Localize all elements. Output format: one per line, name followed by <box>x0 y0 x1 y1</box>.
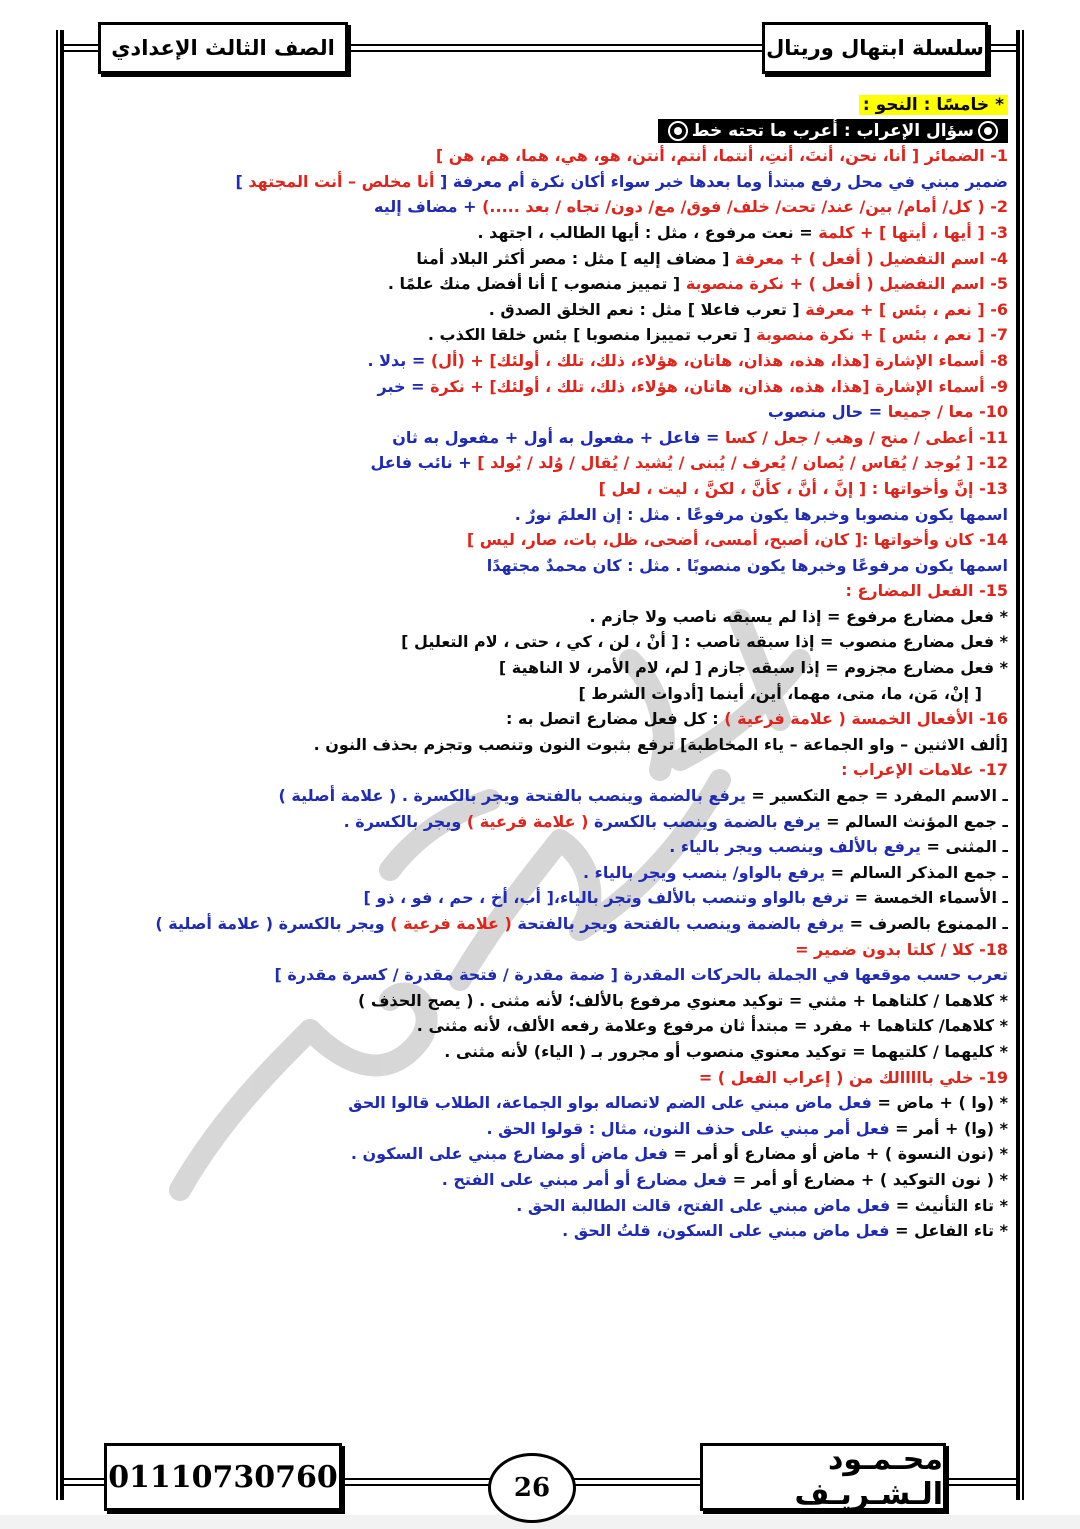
text-segment: ويجر بالكسرة . <box>343 811 467 831</box>
content-line <box>70 604 1008 630</box>
text-segment: 19- خلي بااااالك من ( إعراب الفعل ) = <box>698 1067 1008 1087</box>
text-segment: 7- [ نعم ، بئس ] + نكرة منصوبة <box>756 325 1008 345</box>
content-line <box>70 348 1008 374</box>
footer-line-right-2 <box>944 1484 1018 1486</box>
text-segment: ( علامة فرعية ) <box>390 914 512 933</box>
text-segment: ـ الممنوع بالصرف = <box>844 914 1008 933</box>
text-segment: فعل ماض مبني على الفتح، قالت الطالبة الحق . <box>516 1195 891 1215</box>
text-segment: ويجر بالكسرة ( علامة أصلية ) <box>155 914 391 933</box>
text-segment: ـ الاسم المفرد = جمع التكسير = <box>745 786 1008 806</box>
footer-line-mid-right <box>570 1478 700 1480</box>
text-segment: 3- [ أيها ، أيتها ] + كلمة <box>818 222 1008 242</box>
content-line <box>70 169 1008 195</box>
text-segment: + مضاف إليه <box>373 197 483 217</box>
header-line-middle-2 <box>348 50 764 52</box>
text-segment: + نائب فاعل <box>370 453 478 473</box>
page-border-right-outer <box>1022 30 1024 1500</box>
text-segment: 18- كلا / كلتا بدون ضمير = <box>795 939 1008 959</box>
content-line <box>70 629 1008 655</box>
text-segment: 10- معا / جميعا <box>887 402 1008 422</box>
text-segment: : كل فعل مضارع اتصل به : <box>506 709 725 729</box>
header-line-right-2 <box>986 50 1018 52</box>
text-segment: يرفع بالواو/ ينصب ويجر بالياء . <box>582 862 826 882</box>
text-segment: = خبر <box>377 376 431 396</box>
content-line <box>70 1013 1008 1039</box>
text-segment: فعل ماض مبني على الضم لاتصاله بواو الجماعة، الطلاب قالوا الحق <box>348 1093 872 1113</box>
ornament-icon <box>978 121 998 141</box>
content-line <box>70 962 1008 988</box>
grade-title: الصف الثالث الإعدادي <box>111 36 335 60</box>
text-segment: 14- كان وأخواتها :[ كان، أصبح، أمسى، أضحى، ظل، بات، صار، ليس ] <box>466 530 1008 550</box>
text-segment: ـ جمع المؤنث السالم = <box>820 811 1008 831</box>
text-segment: * ( نون التوكيد ) + مضارع أو أمر = <box>727 1169 1008 1189</box>
content-line <box>70 374 1008 400</box>
content-line <box>70 322 1008 348</box>
content-line <box>70 578 1008 604</box>
text-segment: ـ جمع المذكر السالم = <box>825 862 1008 882</box>
content-line <box>70 220 1008 246</box>
content-line <box>70 92 1008 118</box>
text-segment: * تاء الفاعل = <box>889 1221 1008 1241</box>
footer-line-mid-right-2 <box>570 1484 700 1486</box>
text-segment: 4- اسم التفضيل ( أفعل ) + معرفة <box>734 248 1008 268</box>
text-segment: فعل أمر مبني على حذف النون، مثال : قولوا الحق . <box>486 1118 890 1138</box>
question-banner-text: سؤال الإعراب : أعرب ما تحته خط <box>691 120 974 141</box>
text-segment: 12- [ يُوجد / يُقاس / يُصان / يُعرف / يُبنى / يُشيد / يُقال / وُلد / يُولد ] <box>477 453 1008 473</box>
text-segment: [ مضاف إليه ] مثل : مصر أكثر البلاد أمنا <box>416 248 735 268</box>
text-segment: 17- علامات الإعراب : <box>841 760 1008 780</box>
content-line <box>70 809 1008 835</box>
text-segment: 9- أسماء الإشارة [هذا، هذه، هذان، هاتان، هؤلاء، ذلك، تلك ، أولئك] + نكرة <box>430 376 1008 396</box>
content-line <box>70 118 1008 144</box>
content-line <box>70 476 1008 502</box>
text-segment: * كلاهما / كلتاهما + مثني = توكيد معنوي مرفوع بالألف؛ لأنه مثنى . ( يصح الحذف ) <box>358 990 1008 1010</box>
text-segment: 8- أسماء الإشارة [هذا، هذه، هذان، هاتان، هؤلاء، ذلك، تلك ، أولئك] + (أل) <box>430 350 1008 370</box>
header-line-middle <box>348 44 764 46</box>
content-line <box>70 246 1008 272</box>
content-line <box>70 1167 1008 1193</box>
content-line <box>70 655 1008 681</box>
series-title-box <box>762 22 988 74</box>
text-segment: [ تعرب فاعلا ] مثل : نعم الخلق الصدق . <box>488 299 806 319</box>
text-segment: ـ الأسماء الخمسة = <box>849 888 1008 908</box>
content-line <box>70 1039 1008 1065</box>
content-line <box>70 783 1008 809</box>
header-line-left-2 <box>60 50 100 52</box>
text-segment: ] <box>235 171 249 191</box>
text-segment: فعل ماض أو مضارع مبني على السكون . <box>350 1144 668 1164</box>
text-segment: 11- أعطى / منح / وهب / جعل / كسا <box>725 427 1008 447</box>
text-segment: [ إنْ، مَن، ما، متى، مهما، أين، أينما [أدوات الشرط ] <box>578 683 982 703</box>
text-segment: 15- الفعل المضارع : <box>845 581 1008 601</box>
text-segment: يرفع بالضمة وينصب بالفتحة ويجر بالكسرة . <box>401 786 746 806</box>
text-segment: ( علامة أصلية ) <box>278 786 402 806</box>
author-box <box>700 1443 946 1511</box>
text-segment: = نعت مرفوع ، مثل : أيها الطالب ، اجتهد . <box>477 222 819 242</box>
content-line <box>70 1065 1008 1091</box>
text-segment: * (وا) + أمر = <box>889 1118 1008 1138</box>
text-segment: اسمها يكون منصوبا وخبرها يكون مرفوعًا . مثل : إن العلمَ نورٌ . <box>514 504 1008 524</box>
text-segment: يرفع بالضمة وينصب بالكسرة <box>588 811 821 831</box>
phone-number: 01110730760 <box>108 1459 338 1495</box>
footer-line-left <box>60 1478 104 1480</box>
lesson-content <box>70 92 1008 1244</box>
footer-line-mid-left-2 <box>340 1484 490 1486</box>
content-line <box>70 502 1008 528</box>
content-line <box>70 399 1008 425</box>
text-segment: * كليهما / كلتيهما = توكيد معنوي منصوب أو مجرور بـ ( الياء) لأنه مثنى . <box>444 1041 1008 1061</box>
text-segment: * (وا ) + ماض = <box>871 1093 1008 1113</box>
text-segment: [ تمييز منصوب ] أنا أفضل منك علمًا . <box>387 274 686 294</box>
page-number: 26 <box>513 1473 551 1503</box>
page-border-left <box>60 30 64 1500</box>
text-segment: 5- اسم التفضيل ( أفعل ) + نكرة منصوبة <box>685 274 1008 294</box>
content-line <box>70 1218 1008 1244</box>
footer-line-right <box>944 1478 1018 1480</box>
text-segment: = حال منصوب <box>767 402 888 422</box>
content-line <box>70 297 1008 323</box>
page-number-circle <box>488 1453 576 1523</box>
content-line <box>70 527 1008 553</box>
text-segment: = بدلا . <box>367 350 431 370</box>
text-segment: ـ المثنى = <box>920 837 1008 857</box>
text-segment: ( علامة فرعية ) <box>466 811 589 831</box>
text-segment: [ألف الاثنين – واو الجماعة – ياء المخاطبة] ترفع بثبوت النون وتنصب وتجزم بحذف النون . <box>313 734 1008 754</box>
page-border-right <box>1016 30 1020 1500</box>
text-segment: 16- الأفعال الخمسة ( علامة فرعية ) <box>724 709 1008 729</box>
text-segment: يرفع بالألف وينصب ويجر بالياء . <box>669 837 921 857</box>
content-line <box>70 194 1008 220</box>
content-line <box>70 425 1008 451</box>
text-segment: * تاء التأنيث = <box>890 1195 1008 1215</box>
text-segment: يرفع بالضمة وينصب بالفتحة ويجر بالفتحة <box>511 914 845 933</box>
series-title: سلسلة ابتهال وريتال <box>766 36 984 60</box>
grade-title-box <box>98 22 348 74</box>
question-banner <box>658 119 1008 144</box>
text-segment: أنا مخلص – أنت المجتهد <box>248 171 435 191</box>
header-line-left <box>60 44 100 46</box>
text-segment: = فاعل + مفعول به أول + مفعول به ثان <box>392 427 726 447</box>
text-segment: 2- ( كل/ أمام/ بين/ عند/ تحت/ خلف/ فوق/ مع/ دون/ تجاه / بعد .....) <box>482 197 1008 217</box>
text-segment: تعرب حسب موقعها في الجملة بالحركات المقدرة [ ضمة مقدرة / فتحة مقدرة / كسرة مقدرة ] <box>274 965 1008 985</box>
content-line <box>70 271 1008 297</box>
text-segment: 1- الضمائر [ أنا، نحن، أنتَ، أنتِ، أنتما، أنتم، أنتن، هو، هي، هما، هم، هن ] <box>435 146 1008 166</box>
text-segment: * (نون النسوة ) + ماض أو مضارع أو أمر = <box>667 1144 1008 1164</box>
content-line <box>70 834 1008 860</box>
content-line <box>70 706 1008 732</box>
content-line <box>70 553 1008 579</box>
content-line <box>70 732 1008 758</box>
content-line <box>70 937 1008 963</box>
content-line <box>70 1116 1008 1142</box>
author-name: محـمـود الـشـريـف <box>794 1442 943 1512</box>
text-segment: ضمير مبني في محل رفع مبتدأ وما بعدها خبر سواء أكان نكرة أم معرفة [ <box>434 171 1008 191</box>
ornament-icon <box>668 121 688 141</box>
text-segment: ترفع بالواو وتنصب بالألف وتجر بالياء،[ أب، أخ ، حم ، فو ، ذو ] <box>363 888 850 908</box>
content-line <box>70 1090 1008 1116</box>
text-segment: * فعل مضارع منصوب = إذا سبقه ناصب : [ أنْ ، لن ، كي ، حتى ، لام التعليل ] <box>401 632 1008 652</box>
text-segment: [ تعرب تمييزا منصوبا ] بئس خلقا الكذب . <box>427 325 757 345</box>
phone-box <box>104 1443 342 1511</box>
text-segment: 6- [ نعم ، بئس ] + معرفة <box>805 299 1008 319</box>
content-line <box>70 681 1008 707</box>
text-segment: فعل مضارع أو أمر مبني على الفتح . <box>441 1169 728 1189</box>
text-segment: * فعل مضارع مرفوع = إذا لم يسبقه ناصب ولا جازم . <box>589 606 1008 626</box>
content-line <box>70 988 1008 1014</box>
content-line <box>70 885 1008 911</box>
section-heading: * خامسًا : النحو : <box>859 95 1008 115</box>
content-line <box>70 143 1008 169</box>
content-line <box>70 757 1008 783</box>
text-segment: * فعل مضارع مجزوم = إذا سبقه جازم [ لم، لام الأمر، لا الناهية ] <box>498 658 1008 678</box>
header-line-right <box>986 44 1018 46</box>
content-line <box>70 450 1008 476</box>
content-line <box>70 860 1008 886</box>
text-segment: فعل ماض مبني على السكون، قلتُ الحق . <box>562 1221 890 1241</box>
footer-line-left-2 <box>60 1484 104 1486</box>
content-line <box>70 911 1008 937</box>
content-line <box>70 1141 1008 1167</box>
text-segment: 13- إنَّ وأخواتها : [ إنَّ ، أنَّ ، كأنَّ ، لكنَّ ، ليت ، لعل ] <box>598 478 1008 498</box>
text-segment: * كلاهما/ كلتاهما + مفرد = مبتدأ ثان مرفوع وعلامة رفعه الألف، لأنه مثنى . <box>416 1016 1008 1036</box>
page-border-left-outer <box>56 30 58 1500</box>
text-segment: اسمها يكون مرفوعًا وخبرها يكون منصوبًا . مثل : كان محمدٌ مجتهدًا <box>486 555 1008 575</box>
footer-line-mid-left <box>340 1478 490 1480</box>
content-line <box>70 1193 1008 1219</box>
